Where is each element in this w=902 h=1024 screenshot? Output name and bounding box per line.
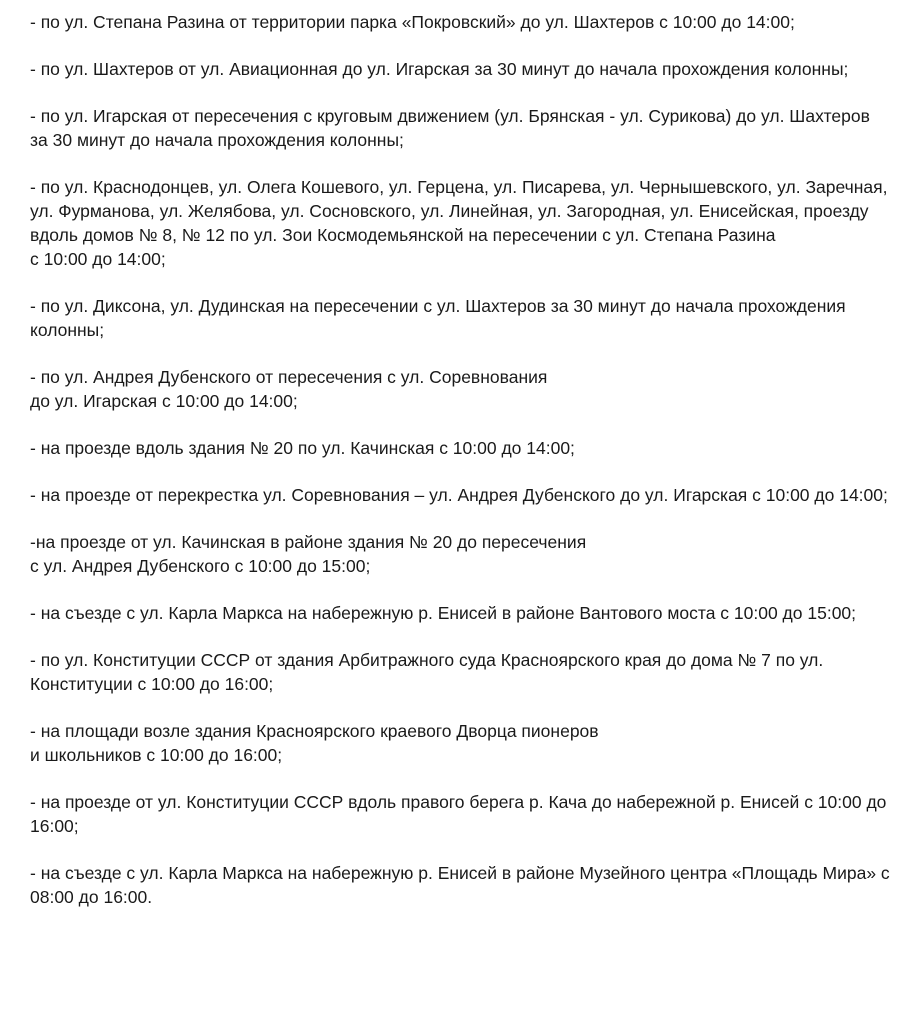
paragraph-10: - на съезде с ул. Карла Маркса на набережную р. Енисей в районе Вантового моста с 10:00 до 15:00; bbox=[30, 603, 857, 623]
document-body bbox=[30, 10, 890, 932]
paragraph-8: - на проезде от перекрестка ул. Соревнования – ул. Андрея Дубенского до ул. Игарская с 10:00 до 14:00; bbox=[30, 485, 888, 505]
paragraph-5: - по ул. Диксона, ул. Дудинская на пересечении с ул. Шахтеров за 30 минут до начала прохождения колонны; bbox=[30, 296, 846, 340]
paragraph-12: - на площади возле здания Красноярского краевого Дворца пионеров и школьников с 10:00 до 16:00; bbox=[30, 721, 599, 765]
paragraph-4: - по ул. Краснодонцев, ул. Олега Кошевого, ул. Герцена, ул. Писарева, ул. Чернышевского, ул. Заречная, ул. Фурманова, ул. Желябова, ул. Сосновского, ул. Линейная, ул. Загородная, ул. Енисейская, проезду вдоль домов № 8, № 12 по ул. Зои Космодемьянской на пересечении с ул. Степана Разина с 10:00 до 14:00; bbox=[30, 177, 888, 269]
paragraph-7: - на проезде вдоль здания № 20 по ул. Качинская с 10:00 до 14:00; bbox=[30, 438, 575, 458]
paragraph-3: - по ул. Игарская от пересечения с круговым движением (ул. Брянская - ул. Сурикова) до ул. Шахтеров за 30 минут до начала прохождения колонны; bbox=[30, 106, 870, 150]
paragraph-1: - по ул. Степана Разина от территории парка «Покровский» до ул. Шахтеров с 10:00 до 14:00; bbox=[30, 12, 795, 32]
paragraph-2: - по ул. Шахтеров от ул. Авиационная до ул. Игарская за 30 минут до начала прохождения колонны; bbox=[30, 59, 849, 79]
paragraph-11: - по ул. Конституции СССР от здания Арбитражного суда Красноярского края до дома № 7 по ул. Конституции с 10:00 до 16:00; bbox=[30, 650, 824, 694]
paragraph-14: - на съезде с ул. Карла Маркса на набережную р. Енисей в районе Музейного центра «Площадь Мира» с 08:00 до 16:00. bbox=[30, 863, 890, 907]
paragraph-13: - на проезде от ул. Конституции СССР вдоль правого берега р. Кача до набережной р. Енисей с 10:00 до 16:00; bbox=[30, 792, 887, 836]
paragraph-9: -на проезде от ул. Качинская в районе здания № 20 до пересечения с ул. Андрея Дубенского с 10:00 до 15:00; bbox=[30, 532, 587, 576]
paragraph-6: - по ул. Андрея Дубенского от пересечения с ул. Соревнования до ул. Игарская с 10:00 до 14:00; bbox=[30, 367, 548, 411]
